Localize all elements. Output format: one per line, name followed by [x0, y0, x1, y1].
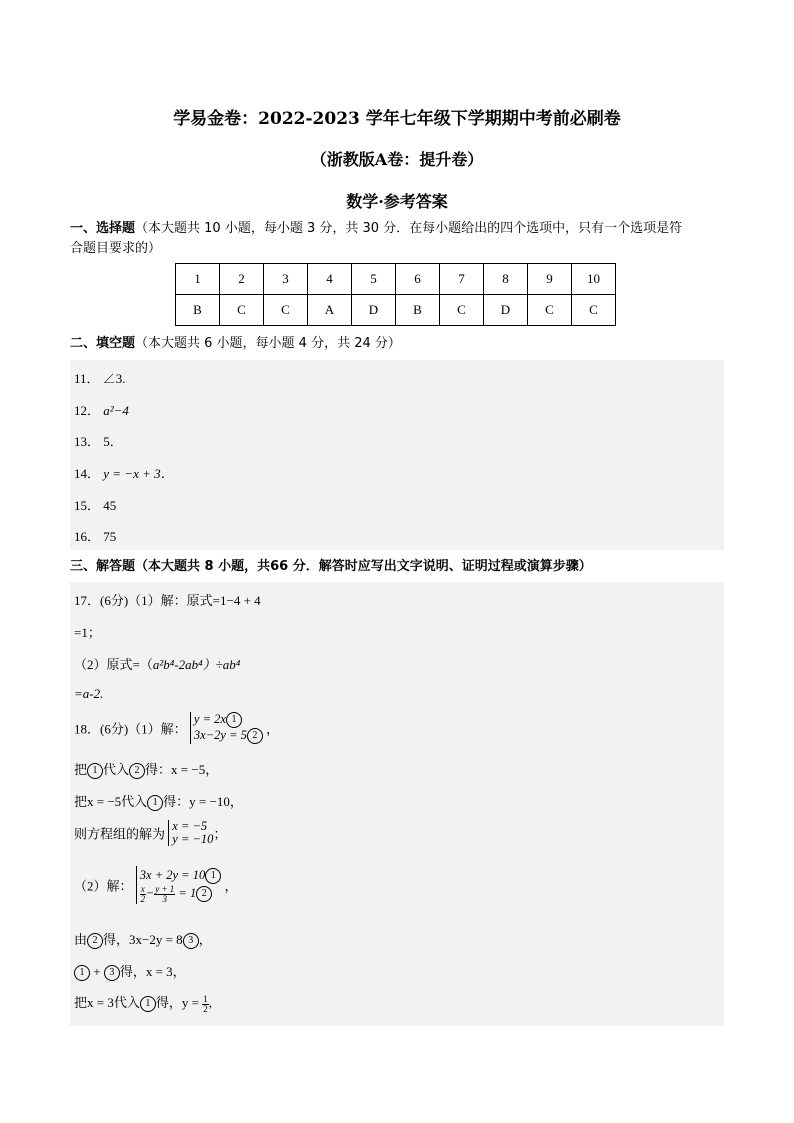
equation-system-1	[190, 712, 263, 744]
text: 代入	[103, 762, 130, 777]
text: ,	[208, 995, 212, 1010]
section2-heading	[70, 334, 401, 354]
circled-number-3: 3	[183, 933, 199, 949]
section1-heading-bold: 一、选择题	[70, 221, 136, 236]
text: 把	[74, 762, 88, 777]
text: ；	[213, 826, 227, 842]
table-cell: C	[572, 295, 616, 326]
text: 得：y = −10，	[163, 794, 243, 809]
item-number: 16．	[74, 529, 101, 544]
circled-number-1: 1	[226, 712, 242, 728]
section1-heading-line1: （本大题共 10 小题，每小题 3 分，共 30 分．在每小题给出的四个选项中，只有一个选项是符	[135, 221, 683, 236]
text: 则方程组的解为	[74, 826, 166, 842]
table-cell: 5	[352, 264, 396, 295]
system-row	[140, 868, 221, 882]
item-number: 15．	[74, 498, 101, 513]
section2-answer-box	[70, 360, 724, 550]
document-name: 数学·参考答案	[346, 192, 448, 211]
system-row: $\frac{x}{2}$ − $\frac{y + 1}{3}$ = 1 2	[140, 886, 212, 900]
circled-number-2: 2	[87, 933, 103, 949]
item-answer: 5．	[103, 434, 123, 449]
answer-table-numbers-row	[176, 264, 616, 295]
q18-line1	[74, 712, 279, 744]
denominator: 2	[140, 893, 146, 904]
circled-number-2: 2	[247, 728, 263, 744]
system-row-text: 3x−2y = 5	[193, 727, 247, 742]
section3-heading: 三、解答题（本大题共 8 小题，共66 分．解答时应写出文字说明、证明过程或演算步骤）	[70, 559, 592, 574]
item-number: 14．	[74, 466, 101, 481]
text: 由	[74, 932, 88, 947]
circled-number-2: 2	[196, 886, 212, 902]
numerator: y + 1	[155, 883, 175, 894]
answer-table	[175, 263, 616, 326]
answer-table-answers-row	[176, 295, 616, 326]
table-cell: 1	[176, 264, 220, 295]
q17-line4: =a-2.	[74, 686, 104, 701]
system-row-text: y = 2x	[193, 711, 226, 726]
table-cell: B	[396, 295, 440, 326]
table-cell: C	[440, 295, 484, 326]
table-cell: 10	[572, 264, 616, 295]
table-cell: 3	[264, 264, 308, 295]
text: ，	[198, 932, 212, 947]
fill-answer-16	[74, 526, 116, 545]
fill-answer-15	[74, 495, 116, 514]
document-subtitle: （浙教版A卷：提升卷）	[310, 150, 484, 169]
q18-line8	[74, 992, 212, 1014]
numerator: 1	[203, 993, 208, 1004]
item-answer: ∠3.	[102, 371, 126, 386]
section1-heading-line2: 合题目要求的）	[70, 241, 162, 256]
q18-line5-comma: ，	[224, 878, 238, 894]
document-title: 学易金卷：2022-2023 学年七年级下学期期中考前必刷卷	[173, 109, 621, 129]
q18-line7	[74, 961, 186, 981]
q18-line1-prefix: 18．(6分)（1）解：	[74, 721, 187, 737]
circled-number-2: 2	[129, 763, 145, 779]
item-number: 13．	[74, 434, 101, 449]
text: 把x = −5代入	[74, 794, 148, 809]
table-cell: C	[264, 295, 308, 326]
fraction	[140, 885, 146, 904]
table-cell: 6	[396, 264, 440, 295]
table-cell: 7	[440, 264, 484, 295]
table-cell: D	[352, 295, 396, 326]
equation-system-2	[136, 866, 221, 904]
system-row-text: = 1	[175, 886, 197, 901]
text: 得，x = 3，	[119, 964, 186, 979]
circled-number-1: 1	[205, 868, 221, 884]
q17-line3-math: a²b⁴-2ab⁴）÷ab⁴	[152, 657, 241, 672]
table-cell: B	[176, 295, 220, 326]
table-cell: 4	[308, 264, 352, 295]
item-number: 11．	[74, 371, 100, 386]
fill-answer-13	[74, 431, 123, 450]
circled-number-3: 3	[104, 965, 120, 981]
text: 得，3x−2y = 8	[103, 932, 183, 947]
system-row-text: y = −10	[172, 832, 214, 846]
circled-number-1: 1	[140, 996, 156, 1012]
table-cell: 9	[528, 264, 572, 295]
q17-line1: 17．(6分)（1）解：原式=1−4 + 4	[74, 593, 261, 608]
section1-heading	[70, 219, 730, 259]
table-cell: D	[484, 295, 528, 326]
circled-number-1: 1	[87, 763, 103, 779]
item-answer: 45	[103, 498, 117, 513]
system-row-text: 3x + 2y = 10	[139, 868, 206, 882]
q18-line1-comma: ，	[266, 721, 280, 737]
fraction	[154, 885, 175, 904]
q17-line3	[74, 654, 240, 673]
circled-number-1: 1	[147, 795, 163, 811]
table-cell: 2	[220, 264, 264, 295]
table-cell: C	[528, 295, 572, 326]
q18-line6	[74, 929, 212, 949]
text: 得：x = −5，	[145, 762, 219, 777]
q18-line4	[74, 820, 226, 846]
table-cell: C	[220, 295, 264, 326]
section2-heading-text: （本大题共 6 小题，每小题 4 分，共 24 分）	[135, 336, 401, 351]
system-row	[194, 712, 242, 726]
denominator: 2	[203, 1003, 208, 1014]
item-answer: 75	[103, 529, 117, 544]
text: （2）解：	[74, 878, 133, 894]
item-answer: y = −x + 3．	[103, 466, 174, 481]
q18-line5	[74, 866, 238, 904]
system-row-text: x = −5	[172, 819, 208, 833]
text: +	[90, 964, 104, 979]
numerator: x	[140, 883, 145, 894]
fill-answer-11	[74, 368, 126, 387]
system-row	[194, 728, 263, 742]
table-cell: 8	[484, 264, 528, 295]
fill-answer-12	[74, 400, 129, 419]
section2-heading-bold: 二、填空题	[70, 336, 136, 351]
text: 得，y =	[155, 995, 203, 1010]
item-answer: a²−4	[103, 403, 129, 418]
item-number: 12．	[74, 403, 101, 418]
denominator: 3	[162, 893, 167, 904]
table-cell: A	[308, 295, 352, 326]
q17-line2: =1；	[74, 625, 101, 640]
q18-line3	[74, 791, 243, 811]
text: 把x = 3代入	[74, 995, 140, 1010]
solution-system	[168, 820, 213, 846]
fill-answer-14	[74, 463, 174, 482]
circled-number-1: 1	[74, 965, 90, 981]
q18-line2	[74, 759, 218, 779]
q17-line3-prefix: （2）原式=（	[74, 657, 153, 672]
